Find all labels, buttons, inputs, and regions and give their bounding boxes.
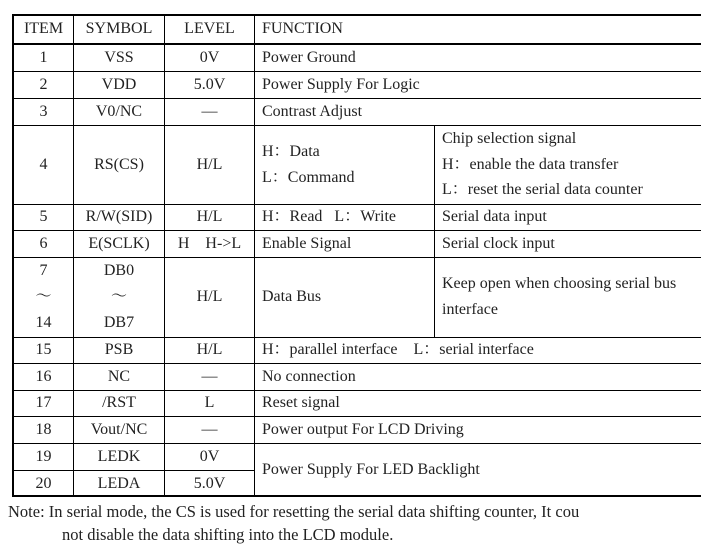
- function-detail: H：Read L：Write: [262, 208, 396, 225]
- function-serial-note: Chip selection signal: [442, 130, 577, 147]
- item-number: 5: [39, 208, 48, 225]
- item-number: 15: [35, 341, 52, 358]
- function-detail: Enable Signal: [262, 235, 352, 252]
- symbol: DB7: [103, 314, 135, 331]
- function-detail: Data Bus: [262, 288, 322, 305]
- item-number: 14: [35, 314, 52, 331]
- item-number: 16: [35, 368, 52, 385]
- function-serial-note: H：enable the data transfer: [442, 156, 619, 173]
- item-number: 3: [39, 103, 48, 120]
- level: 0V: [199, 448, 220, 465]
- level: 5.0V: [193, 475, 226, 492]
- symbol: VSS: [104, 49, 134, 66]
- table-note-line1: Note: In serial mode, the CS is used for resetting the serial data shifting counter, It cou: [8, 502, 580, 521]
- function-detail: L：Command: [262, 169, 355, 186]
- function: No connection: [262, 368, 356, 385]
- symbol: PSB: [104, 341, 134, 358]
- row-divider: [12, 204, 701, 205]
- row-divider: [12, 71, 701, 72]
- symbol: Vout/NC: [90, 421, 148, 438]
- level: L: [204, 394, 215, 411]
- function: Contrast Adjust: [262, 103, 363, 120]
- header-bottom-border: [12, 43, 701, 45]
- level: H H->L: [177, 235, 242, 252]
- row-divider: [12, 337, 701, 338]
- header-function: FUNCTION: [262, 20, 343, 37]
- function-split-divider: [434, 257, 435, 338]
- header-level: LEVEL: [184, 20, 235, 37]
- level: —: [201, 421, 218, 438]
- item-number: 18: [35, 421, 52, 438]
- item-number: 20: [35, 475, 52, 492]
- function: Power output For LCD Driving: [262, 421, 464, 438]
- level: H/L: [196, 156, 223, 173]
- level: H/L: [196, 288, 223, 305]
- level: H/L: [196, 341, 223, 358]
- function: H：parallel interface L：serial interface: [262, 341, 534, 358]
- level: —: [201, 368, 218, 385]
- row-divider: [12, 416, 701, 417]
- row-divider: [12, 443, 701, 444]
- range-tilde: ～: [35, 288, 52, 305]
- function: Power Ground: [262, 49, 356, 66]
- table-top-border: [12, 14, 701, 16]
- symbol: R/W(SID): [85, 208, 153, 225]
- item-number: 19: [35, 448, 52, 465]
- item-number: 4: [39, 156, 48, 173]
- function-serial-note: L：reset the serial data counter: [442, 181, 643, 198]
- function-split-divider: [434, 125, 435, 258]
- row-divider: [12, 230, 701, 231]
- header-item: ITEM: [23, 20, 64, 37]
- level: H/L: [196, 208, 223, 225]
- table-bottom-border: [12, 495, 701, 497]
- function-serial-note: Serial clock input: [442, 235, 555, 252]
- range-tilde: ～: [110, 288, 127, 305]
- row-divider: [12, 257, 701, 258]
- item-number: 2: [39, 76, 48, 93]
- level: —: [201, 103, 218, 120]
- function: Reset signal: [262, 394, 340, 411]
- row-divider: [12, 470, 255, 471]
- function-detail: H：Data: [262, 143, 320, 160]
- item-number: 1: [39, 49, 48, 66]
- symbol: E(SCLK): [88, 235, 150, 252]
- function-serial-note: Keep open when choosing serial bus: [442, 275, 677, 292]
- function: Power Supply For LED Backlight: [262, 461, 480, 478]
- row-divider: [12, 363, 701, 364]
- symbol: DB0: [103, 262, 135, 279]
- symbol: V0/NC: [95, 103, 143, 120]
- column-divider: [254, 14, 255, 497]
- item-number: 17: [35, 394, 52, 411]
- function-serial-note: interface: [442, 301, 498, 318]
- row-divider: [12, 98, 701, 99]
- function: Power Supply For Logic: [262, 76, 420, 93]
- symbol: /RST: [102, 394, 136, 411]
- item-number: 6: [39, 235, 48, 252]
- symbol: NC: [107, 368, 131, 385]
- level: 0V: [199, 49, 220, 66]
- header-symbol: SYMBOL: [85, 20, 153, 37]
- function-serial-note: Serial data input: [442, 208, 547, 225]
- item-number: 7: [39, 262, 48, 279]
- symbol: RS(CS): [94, 156, 144, 173]
- symbol: LEDA: [97, 475, 141, 492]
- symbol: VDD: [101, 76, 137, 93]
- row-divider: [12, 390, 701, 391]
- level: 5.0V: [193, 76, 226, 93]
- symbol: LEDK: [97, 448, 141, 465]
- row-divider: [12, 125, 701, 126]
- table-note-line2: not disable the data shifting into the LCD module.: [62, 525, 394, 544]
